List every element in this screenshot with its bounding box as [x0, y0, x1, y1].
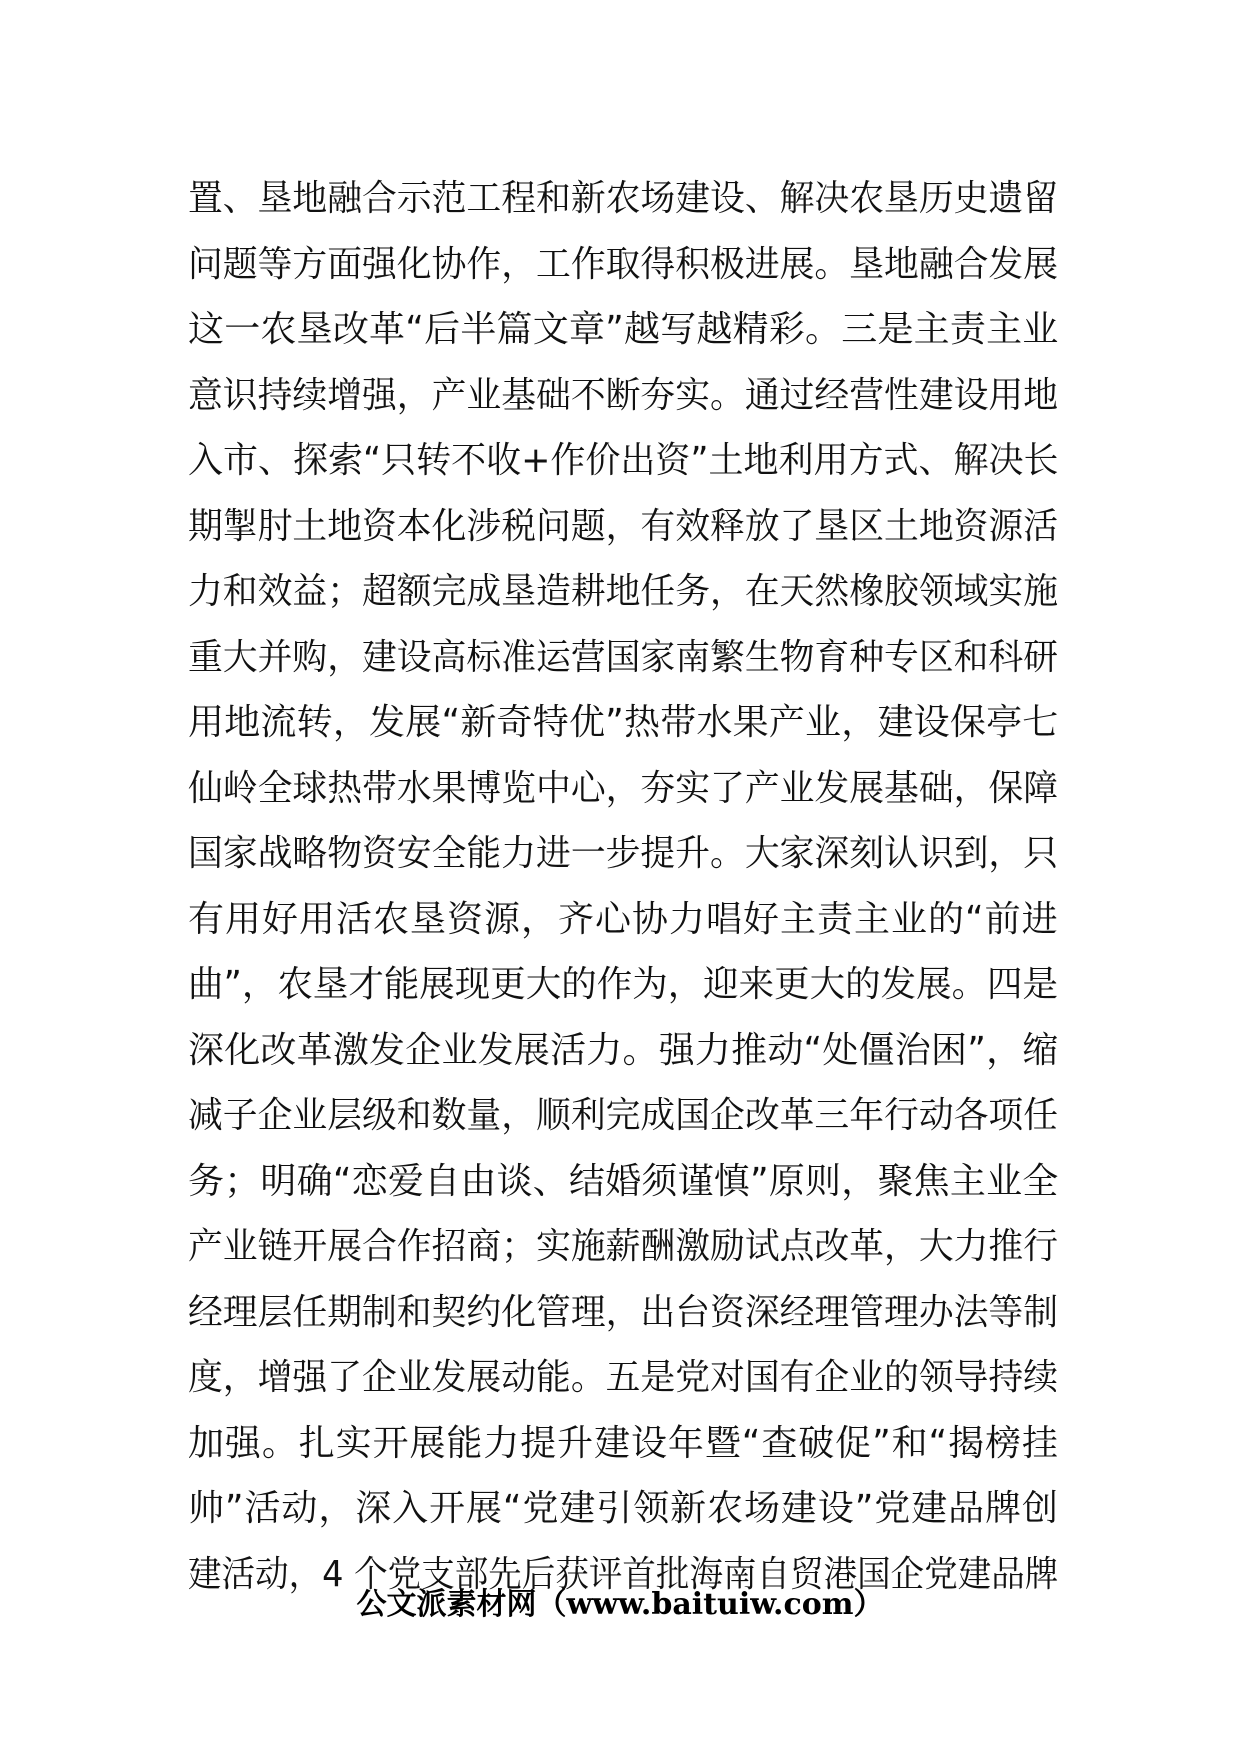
text-line-22: 建活动，4 个党支部先后获评首批海南自贸港国企党建品牌 [188, 1553, 1059, 1595]
text-line-8: 重大并购，建设高标准运营国家南繁生物育种专区和科研 [188, 636, 1059, 678]
text-line-12: 有用好用活农垦资源，齐心协力唱好主责主业的“前进 [188, 898, 1059, 940]
text-line-16: 务；明确“恋爱自由谈、结婚须谨慎”原则，聚焦主业全 [188, 1160, 1059, 1202]
footer-watermark-text: 公文派素材网（www.baituiw.com） [356, 1587, 884, 1622]
text-line-2: 问题等方面强化协作，工作取得积极进展。垦地融合发展 [188, 243, 1059, 285]
text-line-6: 期掣肘土地资本化涉税问题，有效释放了垦区土地资源活 [188, 505, 1059, 547]
text-line-3: 这一农垦改革“后半篇文章”越写越精彩。三是主责主业 [188, 309, 1059, 350]
text-line-19: 度，增强了企业发展动能。五是党对国有企业的领导持续 [188, 1357, 1059, 1398]
text-line-1: 置、垦地融合示范工程和新农场建设、解决农垦历史遗留 [188, 178, 1059, 219]
text-line-11: 国家战略物资安全能力进一步提升。大家深刻认识到，只 [188, 833, 1059, 874]
text-line-17: 产业链开展合作招商；实施薪酬激励试点改革，大力推行 [188, 1226, 1059, 1267]
text-line-5: 入市、探索“只转不收+作价出资”土地利用方式、解决长 [188, 440, 1059, 481]
text-line-14: 深化改革激发企业发展活力。强力推动“处僵治困”，缩 [188, 1029, 1059, 1071]
text-line-18: 经理层任期制和契约化管理，出台资深经理管理办法等制 [188, 1291, 1059, 1333]
text-line-4: 意识持续增强，产业基础不断夯实。通过经营性建设用地 [188, 374, 1059, 416]
text-line-21: 帅”活动，深入开展“党建引领新农场建设”党建品牌创 [188, 1488, 1059, 1529]
text-line-13: 曲”，农垦才能展现更大的作为，迎来更大的发展。四是 [188, 964, 1059, 1005]
text-line-15: 减子企业层级和数量，顺利完成国企改革三年行动各项任 [188, 1095, 1059, 1136]
text-line-10: 仙岭全球热带水果博览中心，夯实了产业发展基础，保障 [188, 767, 1059, 809]
text-line-20: 加强。扎实开展能力提升建设年暨“查破促”和“揭榜挂 [188, 1422, 1059, 1464]
body-text [188, 166, 1058, 1607]
text-line-7: 力和效益；超额完成垦造耕地任务，在天然橡胶领域实施 [188, 571, 1059, 612]
text-line-9: 用地流转，发展“新奇特优”热带水果产业，建设保亭七 [188, 702, 1059, 743]
